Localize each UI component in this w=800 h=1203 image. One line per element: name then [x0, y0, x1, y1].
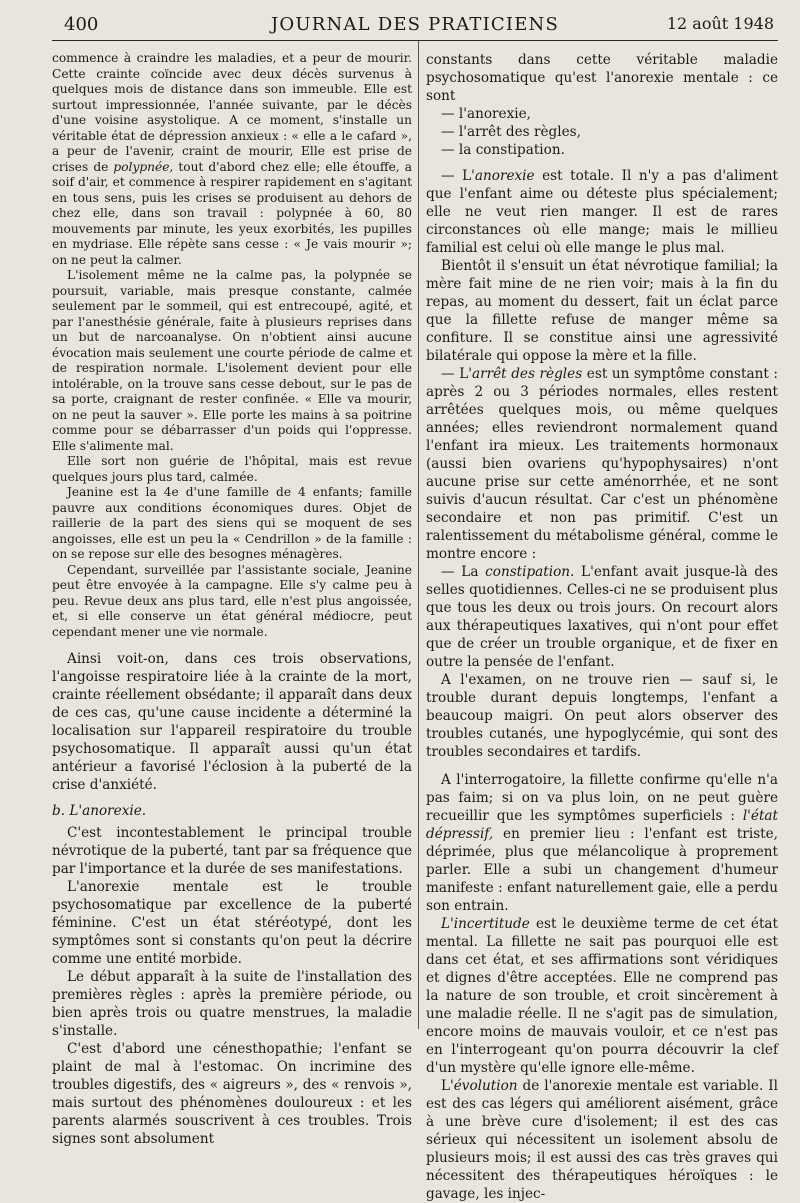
paragraph: commence à craindre les maladies, et a peur de mourir. Cette crainte coïncide avec deux décès survenus à quelques mois de distance dans son immeuble. Elle est surtout impressionnée, l'année suivante, par le décès d'une voisine asystolique. A ce moment, s'installe un véritable état de dépression anxieux : « elle a le cafard », a peur de l'avenir, craint de mourir, Elle est prise de crises de polypnée, tout d'abord chez elle; elle étouffe, a soif d'air, et commence à respirer rapidement en s'agitant en tous sens, puis les crises se produisent au dehors de chez elle, dans son travail : polypnée à 60, 80 mouvements par minute, les yeux exorbités, les pupilles en mydriase. Elle répète sans cesse : « Je vais mourir »; on ne peut la calmer.: [52, 51, 412, 267]
paragraph: Le début apparaît à la suite de l'installation des premières règles : après la première période, ou bien après trois ou quatre menstrues, la maladie s'installe.: [52, 969, 412, 1039]
paragraph: constants dans cette véritable maladie psychosomatique qu'est l'anorexie mentale : ce sont: [426, 52, 778, 104]
list-item: — la constipation.: [441, 142, 565, 158]
section-heading: b. L'anorexie.: [52, 803, 147, 819]
paragraph: L'évolution de l'anorexie mentale est variable. Il est des cas légers qui améliorent aisément, grâce à une brève cure d'isolement; il est des cas sérieux qui nécessitent un isolement absolu de plusieurs mois; il est aussi des cas très graves qui nécessitent des thérapeutiques héroïques : le gavage, les injec-: [426, 1078, 778, 1202]
running-header: [52, 10, 778, 41]
paragraph: Ainsi voit-on, dans ces trois observations, l'angoisse respiratoire liée à la crainte de la mort, crainte réellement obsédante; il apparaît dans deux de ces cas, qu'une cause incidente a déterminé la localisation sur l'appareil respiratoire du trouble psychosomatique. Il apparaît aussi qu'un état antérieur a favorisé l'éclosion à la puberté de la crise d'anxiété.: [52, 651, 412, 793]
left-column: [52, 51, 412, 1147]
paragraph: — La constipation. L'enfant avait jusque-là des selles quotidiennes. Celles-ci ne se produisent plus que tous les deux ou trois jours. On recourt alors aux thérapeutiques laxatives, qui n'ont pour effet que de créer un trouble organique, et de fixer en outre la pensée de l'enfant.: [426, 564, 778, 670]
two-column-body: [52, 41, 779, 1202]
paragraph: A l'interrogatoire, la fillette confirme qu'elle n'a pas faim; si on va plus loin, on ne peut guère recueillir que les symptômes superficiels : l'état dépressif, en premier lieu : l'enfant est triste, déprimée, plus que mélancolique à proprement parler. Elle a subi un changement d'humeur manifeste : enfant naturellement gaie, elle a perdu son entrain.: [426, 772, 778, 914]
page-number: 400: [64, 14, 99, 35]
paragraph: — L'arrêt des règles est un symptôme constant : après 2 ou 3 périodes normales, elles restent arrêtées quelques mois, ou même quelques années; elles reviendront normalement quand l'enfant ira mieux. Les traitements hormonaux (aussi bien ovariens qu'hypophysaires) n'ont aucune prise sur cette aménorrhée, et ne sont suivis d'aucun résultat. Car c'est un phénomène secondaire et non pas primitif. C'est un ralentissement du métabolisme général, comme le montre encore :: [426, 366, 778, 562]
paragraph: L'incertitude est le deuxième terme de cet état mental. La fillette ne sait pas pourquoi elle est dans cet état, et ses affirmations sont véridiques et dignes d'être acceptées. Elle ne comprend pas la nature de son trouble, et croit sincèrement à une maladie réelle. Il ne s'agit pas de simulation, encore moins de mauvais vouloir, et ce n'est pas en l'interrogeant qu'on pourra découvrir la clef d'un mystère qu'elle ignore elle-même.: [426, 916, 778, 1076]
issue-date: 12 août 1948: [666, 14, 774, 33]
paragraph: Elle sort non guérie de l'hôpital, mais est revue quelques jours plus tard, calmée.: [52, 454, 412, 484]
right-column: [426, 51, 779, 1202]
column-divider: [418, 41, 419, 1029]
list-item: — l'anorexie,: [441, 106, 531, 122]
paragraph: C'est d'abord une cénesthopathie; l'enfant se plaint de mal à l'estomac. On incrimine des troubles digestifs, des « aigreurs », des « renvois », mais surtout des phénomènes douloureux : et les parents alarmés souscrivent à ces troubles. Trois signes sont absolument: [52, 1041, 412, 1147]
paragraph: C'est incontestablement le principal trouble névrotique de la puberté, tant par sa fréquence que par l'importance et la durée de ses manifestations.: [52, 825, 412, 877]
paragraph: L'anorexie mentale est le trouble psychosomatique par excellence de la puberté féminine. C'est un état stéréotypé, dont les symptômes sont si constants qu'on peut la décrire comme une entité morbide.: [52, 879, 412, 967]
paragraph: Jeanine est la 4e d'une famille de 4 enfants; famille pauvre aux conditions économiques dures. Objet de raillerie de la part des siens qui se moquent de ses angoisses, elle est un peu la « Cendrillon » de la famille : on se repose sur elle des besognes ménagères.: [52, 485, 412, 561]
list-item: — l'arrêt des règles,: [441, 124, 581, 140]
journal-title: JOURNAL DES PRATICIENS: [270, 14, 560, 35]
paragraph: — L'anorexie est totale. Il n'y a pas d'aliment que l'enfant aime ou déteste plus spécialement; elle ne veut rien manger. Il est de rares circonstances où elle mange; mais le millieu familial est celui où elle mange le plus mal.: [426, 168, 779, 256]
paragraph: Cependant, surveillée par l'assistante sociale, Jeanine peut être envoyée à la campagne. Elle s'y calme peu à peu. Revue deux ans plus tard, elle n'est plus angoissée, et, si elle conserve un état général médiocre, peut cependant mener une vie normale.: [52, 562, 412, 639]
paragraph: A l'examen, on ne trouve rien — sauf si, le trouble durant depuis longtemps, l'enfant a beaucoup maigri. On peut alors observer des troubles cutanés, une hypoglycémie, qui sont des troubles secondaires et tardifs.: [426, 672, 778, 760]
paragraph: Bientôt il s'ensuit un état névrotique familial; la mère fait mine de ne rien voir; mais à la fin du repas, au moment du dessert, fait un éclat parce que la fillette refuse de manger même sa confiture. Il se constitue ainsi une agressivité bilatérale qui oppose la mère et la fille.: [426, 258, 778, 364]
paragraph: L'isolement même ne la calme pas, la polypnée se poursuit, variable, mais presque constante, calmée seulement par le sommeil, qui est entrecoupé, agité, et par l'anesthésie générale, faite à plusieurs reprises dans un but de narcoanalyse. On n'obtient ainsi aucune évocation mais seulement une courte période de calme et de respiration normale. L'isolement devient pour elle intolérable, on la trouve sans cesse debout, sur le pas de sa porte, craignant de rester confinée. « Elle va mourir, on ne peut la sauver ». Elle porte les mains à sa poitrine comme pour se débarrasser d'un poids qui l'oppresse. Elle s'alimente mal.: [52, 268, 412, 453]
